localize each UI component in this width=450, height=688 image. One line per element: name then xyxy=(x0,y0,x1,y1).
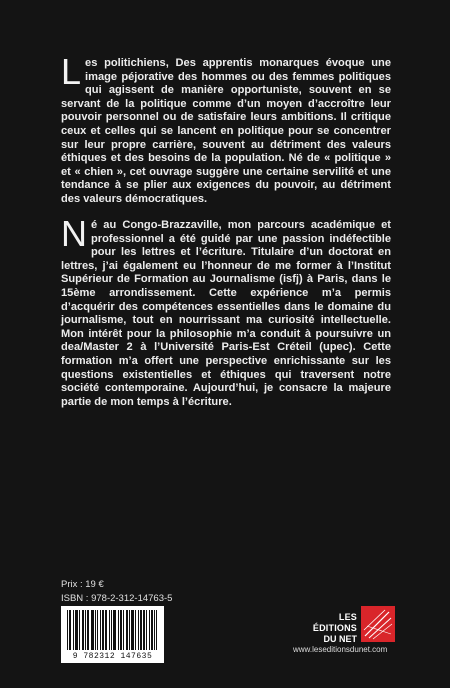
synopsis-text: es politichiens, Des apprentis monarques évoque une image péjorative des hommes ou des femmes politiques qui agissent de manière opportuniste, souvent en se servant de la politique comme d’un moyen d’accroître leur pouvoir personnel ou de satisfaire leurs ambitions. Il critique ceux et celles qui se lancent en politique pour se concentrer sur leur propre carrière, souvent au détriment des valeurs éthiques et des besoins de la population. Né de « politique » et « chien », cet ouvrage suggère une certaine servilité et une tendance à se plier aux exigences du pouvoir, au détriment des valeurs démocratiques. xyxy=(61,57,391,205)
barcode xyxy=(61,606,164,663)
synopsis-dropcap: L xyxy=(61,51,82,92)
publisher-name-line1: LES ÉDITIONS xyxy=(312,612,357,633)
publisher-website: www.leseditionsdunet.com xyxy=(293,645,388,654)
publisher-name xyxy=(295,612,357,645)
publisher-emblem-icon xyxy=(361,606,395,642)
isbn-label: ISBN : 978-2-312-14763-5 xyxy=(61,593,173,604)
barcode-bars xyxy=(67,610,158,650)
synopsis-paragraph xyxy=(61,51,391,207)
price-label: Prix : 19 € xyxy=(61,579,104,590)
publisher-logo xyxy=(295,606,395,646)
barcode-number: 9 782312 147635 xyxy=(72,652,153,661)
publisher-name-line2: DU NET xyxy=(323,634,357,644)
author-biography xyxy=(61,213,391,409)
biography-text: é au Congo-Brazzaville, mon parcours académique et professionnel a été guidé par une passion indéfectible pour les lettres et l’écriture. Titulaire d’un doctorat en lettres, j’ai également eu l’honneur de me former à l’Institut Supérieur de Formation au Journalisme (isfj) à Paris, dans le 15ème arrondissement. Cette expérience m’a permis d’acquérir des compétences essentielles dans le domaine du journalisme, tout en nourrissant ma curiosité intellectuelle. Mon intérêt pour la philosophie m’a conduit à poursuivre un dea/Master 2 à l’Université Paris-Est Créteil (upec). Cette formation m’a offert une perspective enrichissante sur les questions existentielles et éthiques qui traversent notre société contemporaine. Aujourd’hui, je consacre la majeure partie de mon temps à l’écriture. xyxy=(61,219,391,408)
biography-dropcap: N xyxy=(61,213,87,254)
